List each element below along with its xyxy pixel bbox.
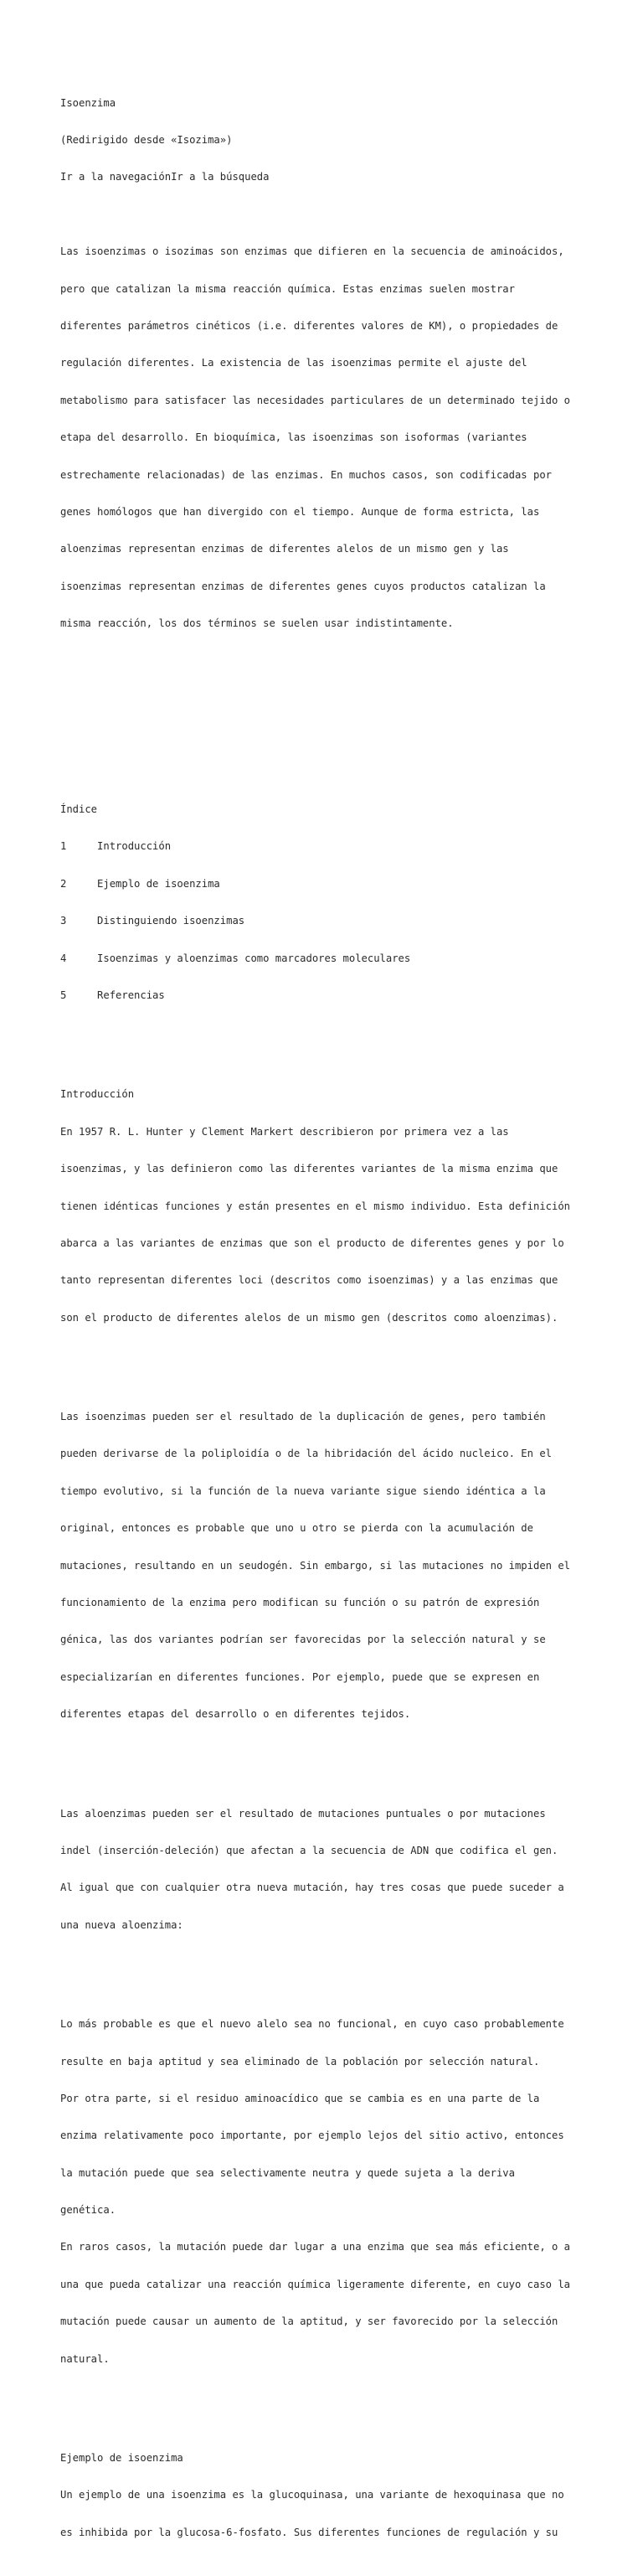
paragraph-line: Lo más probable es que el nuevo alelo sea no funcional, en cuyo caso probablemente xyxy=(60,2018,564,2031)
paragraph-line: funcionamiento de la enzima pero modifican su función o su patrón de expresión xyxy=(60,1597,540,1609)
paragraph-line: Por otra parte, si el residuo aminoacídico que se cambia es en una parte de la xyxy=(60,2092,540,2104)
redirect-notice: (Redirigido desde «Isozima») xyxy=(60,133,233,146)
paragraph-line: enzima relativamente poco importante, por ejemplo lejos del sitio activo, entonces xyxy=(60,2129,564,2142)
paragraph-line: isoenzimas, y las definieron como las diferentes variantes de la misma enzima que xyxy=(60,1163,558,1175)
spacer xyxy=(60,729,588,741)
paragraph-line: Al igual que con cualquier otra nueva mutación, hay tres cosas que puede suceder a xyxy=(60,1882,564,1894)
section-heading: Introducción xyxy=(60,1088,135,1101)
paragraph-line: En 1957 R. L. Hunter y Clement Markert describieron por primera vez a las xyxy=(60,1125,509,1138)
paragraph-line: especializarían en diferentes funciones. Por ejemplo, puede que se expresen en xyxy=(60,1670,540,1683)
paragraph-line: resulte en baja aptitud y sea eliminado de la población por selección natural. xyxy=(60,2055,540,2068)
paragraph-line: es inhibida por la glucosa-6-fosfato. Sus diferentes funciones de regulación y su xyxy=(60,2526,558,2538)
toc-item-ejemplo[interactable]: 2 Ejemplo de isoenzima xyxy=(60,877,220,890)
paragraph-line: En raros casos, la mutación puede dar lugar a una enzima que sea más eficiente, o a xyxy=(60,2241,571,2253)
toc-item-introduccion[interactable]: 1 Introducción xyxy=(60,840,172,853)
paragraph-line: genética. xyxy=(60,2204,116,2217)
paragraph-line: tiempo evolutivo, si la función de la nueva variante sigue siendo idéntica a la xyxy=(60,1484,546,1497)
paragraph-line: pueden derivarse de la poliploidía o de la hibridación del ácido nucleico. En el xyxy=(60,1448,552,1460)
paragraph-line: etapa del desarrollo. En bioquímica, las isoenzimas son isoformas (variantes xyxy=(60,431,527,444)
toc-heading: Índice xyxy=(60,803,98,816)
paragraph-line: génica, las dos variantes podrían ser favorecidas por la selección natural y se xyxy=(60,1634,546,1646)
spacer xyxy=(60,1969,588,1981)
paragraph-line: Las isoenzimas pueden ser el resultado de la duplicación de genes, pero también xyxy=(60,1411,546,1423)
toc-item-referencias[interactable]: 5 Referencias xyxy=(60,989,165,1001)
paragraph-line: una nueva aloenzima: xyxy=(60,1918,183,1931)
paragraph-line: tanto representan diferentes loci (descritos como isoenzimas) y a las enzimas que xyxy=(60,1274,558,1287)
paragraph-line: metabolismo para satisfacer las necesidades particulares de un determinado tejido o xyxy=(60,394,571,406)
paragraph-line: estrechamente relacionadas) de las enzimas. En muchos casos, son codificadas por xyxy=(60,468,552,481)
toc-item-marcadores[interactable]: 4 Isoenzimas y aloenzimas como marcadores moleculares xyxy=(60,952,411,964)
paragraph-line: Un ejemplo de una isoenzima es la glucoquinasa, una variante de hexoquinasa que no xyxy=(60,2489,564,2501)
intro-paragraph xyxy=(60,221,588,655)
paragraph-line: original, entonces es probable que uno u otro se pierda con la acumulación de xyxy=(60,1522,533,1535)
paragraph-line: son el producto de diferentes alelos de un mismo gen (descritos como aloenzimas). xyxy=(60,1311,558,1324)
paragraph-line: regulación diferentes. La existencia de las isoenzimas permite el ajuste del xyxy=(60,357,527,369)
spacer xyxy=(60,1361,588,1374)
spacer xyxy=(60,692,588,705)
table-of-contents xyxy=(60,778,588,1026)
paragraph-line: Las aloenzimas pueden ser el resultado de mutaciones puntuales o por mutaciones xyxy=(60,1807,546,1820)
section-introduccion xyxy=(60,1064,588,2390)
section-ejemplo xyxy=(60,2427,588,2563)
paragraph-line: una que pueda catalizar una reacción química ligeramente diferente, en cuyo caso la xyxy=(60,2278,571,2290)
section-heading: Ejemplo de isoenzima xyxy=(60,2452,183,2464)
paragraph-line: mutación puede causar un aumento de la aptitud, y ser favorecido por la selección xyxy=(60,2315,558,2328)
paragraph-line: abarca a las variantes de enzimas que son el producto de diferentes genes y por lo xyxy=(60,1236,564,1249)
paragraph-line: misma reacción, los dos términos se suelen usar indistintamente. xyxy=(60,617,454,630)
paragraph-line: diferentes etapas del desarrollo o en diferentes tejidos. xyxy=(60,1708,411,1721)
paragraph-line: indel (inserción-deleción) que afectan a la secuencia de ADN que codifica el gen. xyxy=(60,1844,558,1856)
paragraph-line: genes homólogos que han divergido con el tiempo. Aunque de forma estricta, las xyxy=(60,505,540,518)
paragraph-line: diferentes parámetros cinéticos (i.e. diferentes valores de KM), o propiedades de xyxy=(60,319,558,332)
spacer xyxy=(60,1758,588,1770)
paragraph-line: Las isoenzimas o isozimas son enzimas que difieren en la secuencia de aminoácidos, xyxy=(60,245,564,258)
toc-item-distinguiendo[interactable]: 3 Distinguiendo isoenzimas xyxy=(60,915,245,927)
paragraph-line: tienen idénticas funciones y están presentes en el mismo individuo. Esta definición xyxy=(60,1200,571,1212)
paragraph-line: mutaciones, resultando en un seudogén. Sin embargo, si las mutaciones no impiden el xyxy=(60,1559,571,1572)
skip-navigation-links[interactable]: Ir a la navegaciónIr a la búsqueda xyxy=(60,171,270,183)
page-title: Isoenzima xyxy=(60,96,116,109)
paragraph-line: isoenzimas representan enzimas de diferentes genes cuyos productos catalizan la xyxy=(60,580,546,592)
paragraph-line: aloenzimas representan enzimas de diferentes alelos de un mismo gen y las xyxy=(60,543,509,555)
paragraph-line: pero que catalizan la misma reacción química. Estas enzimas suelen mostrar xyxy=(60,282,515,295)
paragraph-line: la mutación puede que sea selectivamente neutra y quede sujeta a la deriva xyxy=(60,2166,515,2179)
document-page xyxy=(60,72,588,2576)
paragraph-line: natural. xyxy=(60,2352,110,2365)
